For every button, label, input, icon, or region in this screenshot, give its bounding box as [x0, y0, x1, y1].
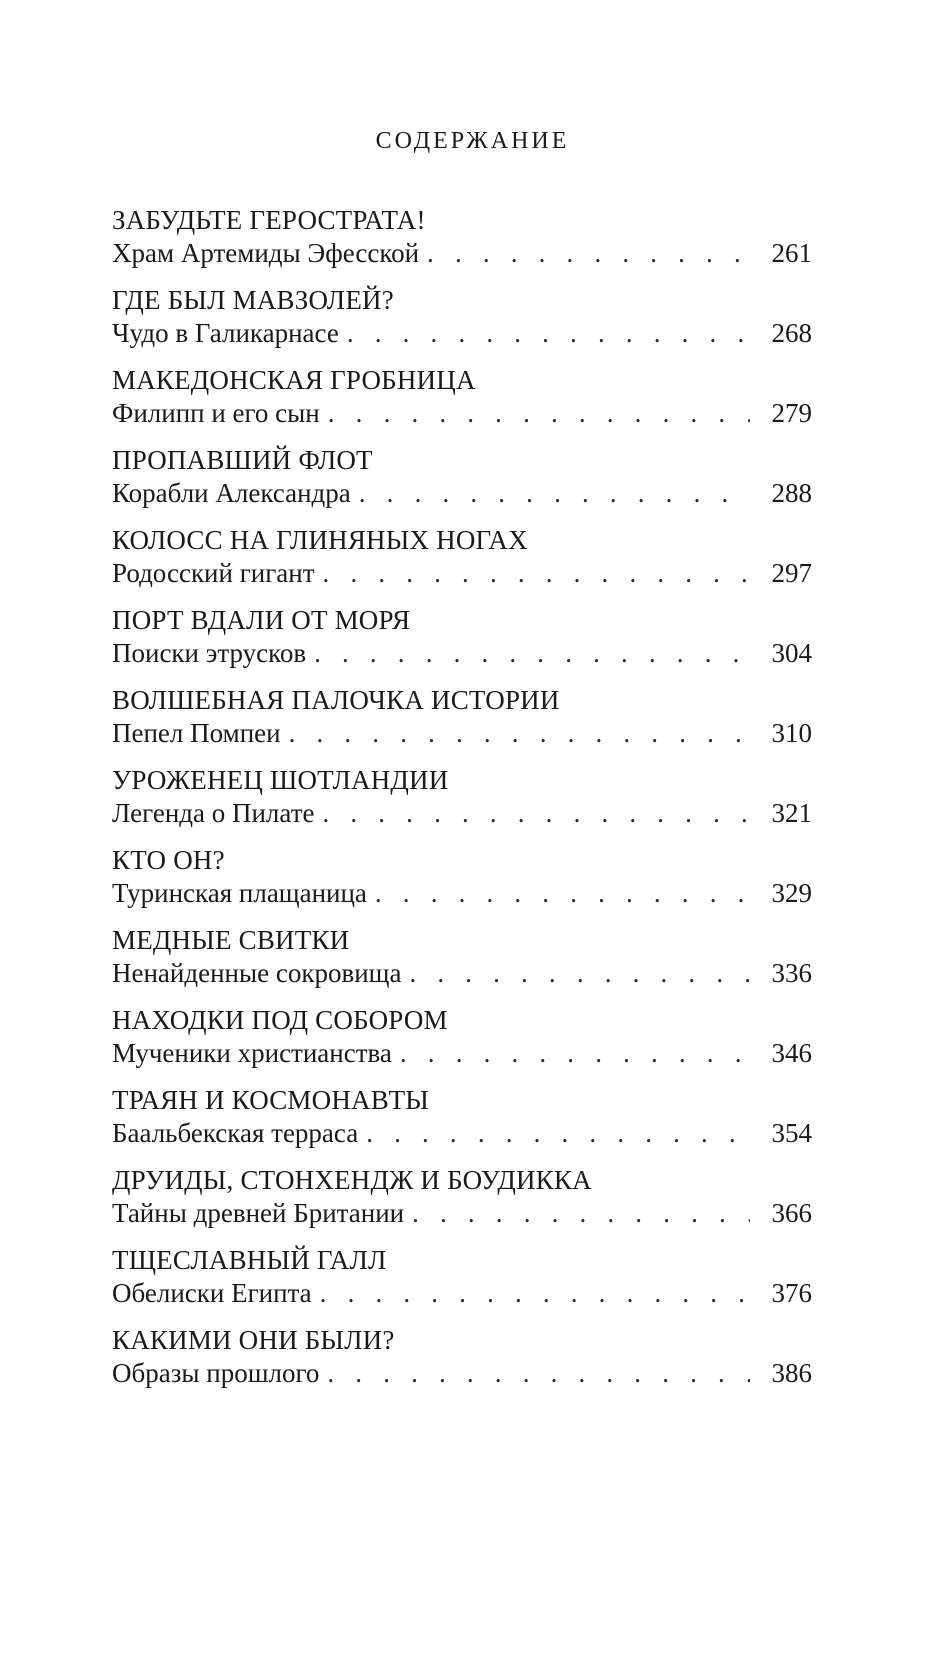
entry-line: [112, 476, 812, 510]
entry-line: [112, 236, 812, 270]
entry-title: НАХОДКИ ПОД СОБОРОМ: [112, 1005, 448, 1035]
entry-title: ВОЛШЕБНАЯ ПАЛОЧКА ИСТОРИИ: [112, 685, 560, 715]
entry-subtitle: Храм Артемиды Эфесской: [112, 238, 420, 268]
toc-entry[interactable]: [112, 684, 812, 764]
dot-leader: [359, 476, 750, 510]
toc-entry[interactable]: [112, 604, 812, 684]
toc-entry[interactable]: [112, 524, 812, 604]
toc-entry[interactable]: [112, 924, 812, 1004]
toc-entry[interactable]: [112, 764, 812, 844]
entry-line: [112, 316, 812, 350]
entry-title: ДРУИДЫ, СТОНХЕНДЖ И БОУДИККА: [112, 1165, 592, 1195]
entry-title: ЗАБУДЬТЕ ГЕРОСТРАТА!: [112, 205, 426, 235]
toc-entry[interactable]: [112, 284, 812, 364]
dot-leader: [328, 396, 750, 430]
toc-entry[interactable]: [112, 204, 812, 284]
entry-page-number: 329: [771, 878, 812, 908]
entry-title: ПРОПАВШИЙ ФЛОТ: [112, 445, 373, 475]
entry-line: [112, 1356, 812, 1390]
entry-page-number: 261: [771, 238, 812, 268]
entry-line: [112, 1116, 812, 1150]
entry-page-number: 297: [771, 558, 812, 588]
dot-leader: [366, 1116, 750, 1150]
entry-line: [112, 1276, 812, 1310]
toc-entry[interactable]: [112, 1164, 812, 1244]
entry-subtitle: Баальбекская терраса: [112, 1118, 359, 1148]
entry-title: КТО ОН?: [112, 845, 225, 875]
entry-title: УРОЖЕНЕЦ ШОТЛАНДИИ: [112, 765, 449, 795]
entry-title: КОЛОСС НА ГЛИНЯНЫХ НОГАХ: [112, 525, 528, 555]
entry-page-number: 304: [771, 638, 812, 668]
entry-subtitle: Туринская плащаница: [112, 878, 367, 908]
entry-line: [112, 636, 812, 670]
entry-subtitle: Родосский гигант: [112, 558, 315, 588]
dot-leader: [314, 636, 750, 670]
entry-subtitle: Корабли Александра: [112, 478, 351, 508]
toc-entry[interactable]: [112, 1004, 812, 1084]
entry-subtitle: Обелиски Египта: [112, 1278, 312, 1308]
entry-title: ГДЕ БЫЛ МАВЗОЛЕЙ?: [112, 285, 394, 315]
entry-line: [112, 956, 812, 990]
entry-line: [112, 796, 812, 830]
entry-page-number: 268: [771, 318, 812, 348]
entry-title: ТРАЯН И КОСМОНАВТЫ: [112, 1085, 430, 1115]
entry-subtitle: Тайны древней Британии: [112, 1198, 405, 1228]
entry-subtitle: Чудо в Галикарнасе: [112, 318, 339, 348]
dot-leader: [427, 236, 750, 270]
dot-leader: [375, 876, 750, 910]
entry-page-number: 376: [771, 1278, 812, 1308]
entry-page-number: 354: [771, 1118, 812, 1148]
toc-entry[interactable]: [112, 364, 812, 444]
entry-page-number: 336: [771, 958, 812, 988]
toc-entry[interactable]: [112, 1324, 812, 1404]
entry-subtitle: Образы прошлого: [112, 1358, 320, 1388]
entry-subtitle: Ненайденные сокровища: [112, 958, 402, 988]
entry-page-number: 346: [771, 1038, 812, 1068]
entry-title: МАКЕДОНСКАЯ ГРОБНИЦА: [112, 365, 476, 395]
dot-leader: [327, 1356, 750, 1390]
dot-leader: [320, 1276, 750, 1310]
entry-title: ПОРТ ВДАЛИ ОТ МОРЯ: [112, 605, 411, 635]
dot-leader: [323, 556, 750, 590]
toc-entry[interactable]: [112, 1244, 812, 1324]
dot-leader: [289, 716, 750, 750]
entry-page-number: 288: [771, 478, 812, 508]
dot-leader: [409, 956, 750, 990]
entry-subtitle: Филипп и его сын: [112, 398, 320, 428]
entry-page-number: 321: [771, 798, 812, 828]
dot-leader: [412, 1196, 750, 1230]
toc-heading: СОДЕРЖАНИЕ: [375, 128, 570, 154]
dot-leader: [400, 1036, 750, 1070]
entry-subtitle: Легенда о Пилате: [112, 798, 315, 828]
entry-subtitle: Мученики христианства: [112, 1038, 392, 1068]
dot-leader: [322, 796, 750, 830]
entry-line: [112, 396, 812, 430]
entry-title: КАКИМИ ОНИ БЫЛИ?: [112, 1325, 395, 1355]
dot-leader: [347, 316, 750, 350]
toc-entry[interactable]: [112, 1084, 812, 1164]
entry-page-number: 310: [771, 718, 812, 748]
entry-subtitle: Поиски этрусков: [112, 638, 307, 668]
entry-title: ТЩЕСЛАВНЫЙ ГАЛЛ: [112, 1245, 387, 1275]
toc-entry[interactable]: [112, 844, 812, 924]
entry-line: [112, 876, 812, 910]
entry-subtitle: Пепел Помпеи: [112, 718, 281, 748]
toc-entry[interactable]: [112, 444, 812, 524]
entry-line: [112, 1196, 812, 1230]
toc-list: [112, 204, 812, 1404]
entry-page-number: 279: [771, 398, 812, 428]
entry-line: [112, 556, 812, 590]
entry-line: [112, 716, 812, 750]
entry-title: МЕДНЫЕ СВИТКИ: [112, 925, 350, 955]
entry-line: [112, 1036, 812, 1070]
entry-page-number: 386: [771, 1358, 812, 1388]
entry-page-number: 366: [771, 1198, 812, 1228]
